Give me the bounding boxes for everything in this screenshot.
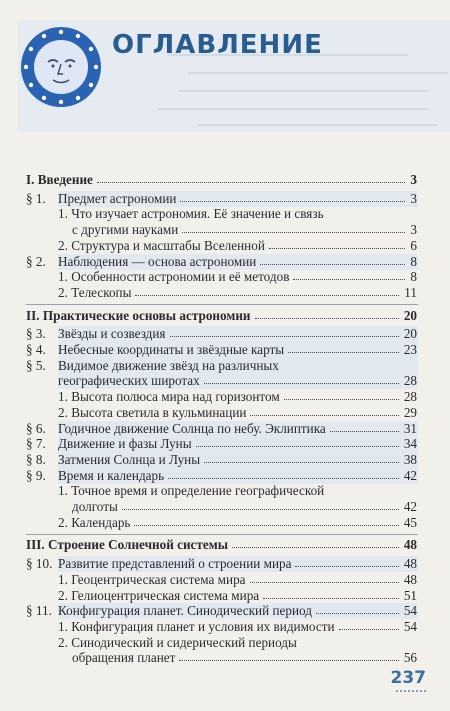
leader-dots — [284, 399, 399, 400]
page-ref: 23 — [403, 342, 417, 357]
entry-title: Время и календарь — [58, 467, 165, 483]
entry-title: долготы — [72, 499, 118, 514]
entry-title: Наблюдения — основа астрономии — [58, 253, 257, 269]
entry-title: 2. Телескопы — [58, 284, 132, 300]
entry-title: 1. Точное время и определение географической — [58, 483, 325, 499]
entry-title: Затмения Солнца и Луны — [58, 451, 201, 467]
leader-dots — [263, 598, 399, 599]
entry-title: Видимое движение звёзд на различных — [58, 357, 279, 373]
page-ref: 34 — [403, 436, 417, 452]
leader-dots — [260, 264, 405, 265]
entry-title: 1. Геоцентрическая система мира — [58, 571, 246, 587]
section-number: § 1. — [26, 190, 46, 206]
page-number-dots — [396, 690, 426, 692]
page-ref: 8 — [410, 269, 417, 285]
page-ref: 38 — [403, 451, 417, 467]
leader-dots — [330, 431, 399, 432]
entry-title: 2. Высота светила в кульминации — [58, 404, 247, 420]
entry-title: Годичное движение Солнца по небу. Эклиптика — [58, 420, 326, 436]
entry-title: 1. Конфигурация планет и условия их видимости — [58, 618, 335, 634]
section-number: § 10. — [26, 556, 53, 572]
page-ref: 56 — [403, 650, 417, 666]
page-ref: 48 — [403, 571, 417, 587]
entry-title: Конфигурация планет. Синодический период — [58, 603, 312, 619]
leader-dots — [339, 629, 399, 630]
leader-dots — [232, 547, 399, 548]
leader-dots — [316, 613, 399, 614]
entry-title: 1. Высота полюса мира над горизонтом — [58, 389, 280, 405]
section-number: § 6. — [26, 420, 46, 436]
entry-title: Небесные координаты и звёздные карты — [58, 342, 285, 357]
page-ref: 42 — [403, 467, 417, 483]
page-ref: 42 — [403, 499, 417, 514]
section-number: § 9. — [26, 467, 46, 483]
page-ref: 48 — [403, 537, 417, 553]
entry-title: 2. Синодический и сидерический периоды — [58, 634, 297, 650]
leader-dots — [204, 462, 399, 463]
page-ref: 11 — [404, 284, 417, 300]
section-divider — [26, 304, 418, 305]
leader-dots — [250, 415, 399, 416]
page-ref: 28 — [403, 373, 417, 389]
entry-title: с другими науками — [72, 222, 179, 238]
page-ref: 54 — [403, 603, 417, 619]
leader-dots — [204, 383, 399, 384]
section-number: § 3. — [26, 326, 46, 342]
entry-title: 2. Структура и масштабы Вселенной — [58, 237, 265, 253]
page-ref: 20 — [403, 307, 417, 323]
leader-dots — [180, 201, 405, 202]
page-ref: 45 — [403, 514, 417, 530]
entry-title: III. Строение Солнечной системы — [26, 537, 229, 553]
leader-dots — [134, 525, 399, 526]
page-number: 237 — [390, 668, 426, 688]
page-ref: 48 — [403, 556, 417, 572]
leader-dots — [293, 279, 405, 280]
page-ref: 28 — [403, 389, 417, 405]
leader-dots — [170, 336, 399, 337]
entry-title: обращения планет — [72, 650, 176, 666]
leader-dots — [97, 182, 405, 183]
page-ref: 6 — [410, 237, 417, 253]
entry-title: Развитие представлений о строении мира — [58, 556, 292, 572]
page-ref: 20 — [403, 326, 417, 342]
page-ref: 51 — [403, 587, 417, 603]
section-number: § 5. — [26, 357, 46, 373]
leader-dots — [288, 352, 399, 353]
entry-title: 1. Что изучает астрономия. Её значение и связь — [58, 206, 324, 222]
leader-dots — [269, 248, 405, 249]
section-number: § 8. — [26, 451, 46, 467]
leader-dots — [122, 509, 399, 510]
section-number: § 7. — [26, 436, 46, 452]
entry-title: II. Практические основы астрономии — [26, 307, 251, 323]
page-ref: 8 — [410, 253, 417, 269]
page-ref: 29 — [403, 404, 417, 420]
page-ref: 3 — [410, 172, 417, 187]
section-number: § 11. — [26, 603, 52, 619]
entry-title: Звёзды и созвездия — [58, 326, 166, 342]
entry-title: 2. Календарь — [58, 514, 131, 530]
page-ref: 54 — [403, 618, 417, 634]
leader-dots — [295, 566, 399, 567]
section-number: § 4. — [26, 342, 46, 357]
page-title: ОГЛАВЛЕНИЕ — [112, 30, 323, 60]
leader-dots — [182, 232, 405, 233]
page-ref: 3 — [410, 222, 417, 238]
leader-dots — [168, 478, 399, 479]
leader-dots — [135, 295, 399, 296]
entry-title: I. Введение — [26, 172, 93, 187]
page-ref: 3 — [410, 190, 417, 206]
entry-title: географических широтах — [58, 373, 200, 389]
section-number: § 2. — [26, 253, 46, 269]
section-divider — [26, 534, 418, 535]
entry-title: Движение и фазы Луны — [58, 436, 192, 452]
entry-title: 2. Гелиоцентрическая система мира — [58, 587, 260, 603]
sun-face-emblem-icon — [20, 26, 102, 108]
leader-dots — [179, 660, 399, 661]
leader-dots — [196, 446, 399, 447]
entry-title: 1. Особенности астрономии и её методов — [58, 269, 290, 285]
leader-dots — [255, 318, 399, 319]
leader-dots — [250, 582, 399, 583]
page-ref: 31 — [403, 420, 417, 436]
entry-title: Предмет астрономии — [58, 190, 177, 206]
